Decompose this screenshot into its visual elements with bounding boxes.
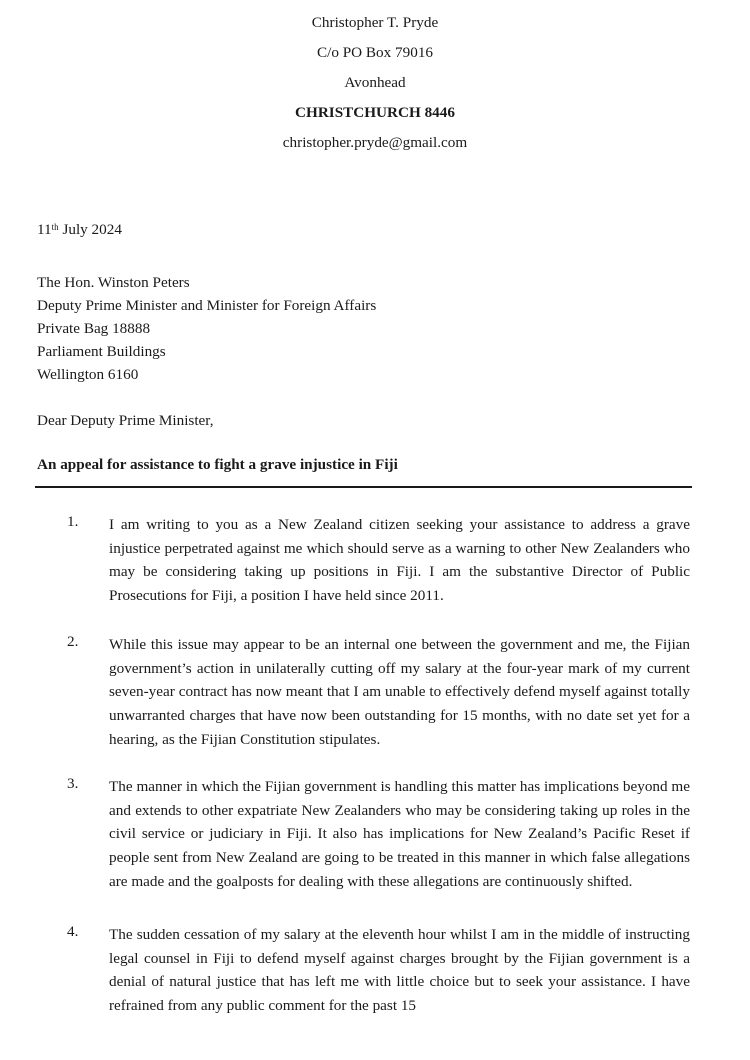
recipient-building: Parliament Buildings xyxy=(37,343,166,360)
paragraph-number: 3. xyxy=(67,775,79,792)
paragraph-text: The manner in which the Fijian government is handling this matter has implications beyond me and extends to other expatriate New Zealanders who may be considering taking up roles in the civil service or judiciary in Fiji. It also has implications for New Zealand’s Pacific Reset if people sent from New Zealand are going to be treated in this manner in which false allegations are made and the goalposts for dealing with these allegations are continuously shifted. xyxy=(109,778,690,890)
numbered-paragraph xyxy=(67,633,689,752)
date-ordinal: th xyxy=(51,222,59,232)
paragraph-text: I am writing to you as a New Zealand citizen seeking your assistance to address a grave injustice perpetrated against me which should serve as a warning to other New Zealanders who may be considering taking up positions in Fiji. I am the substantive Director of Public Prosecutions for Fiji, a position I have held since 2011. xyxy=(109,516,690,605)
sender-suburb: Avonhead xyxy=(344,74,406,91)
date-month-year: July 2024 xyxy=(58,221,122,238)
numbered-paragraph xyxy=(67,513,689,608)
numbered-paragraph xyxy=(67,775,689,894)
paragraph-number: 1. xyxy=(67,513,79,530)
sender-name: Christopher T. Pryde xyxy=(311,14,439,31)
paragraph-number: 4. xyxy=(67,923,79,940)
paragraph-text: The sudden cessation of my salary at the eleventh hour whilst I am in the middle of instructing legal counsel in Fiji to defend myself against charges brought by the Fijian government is a denial of natural justice that has left me with little choice but to seek your assistance. I have refrained from any public comment for the past 15 xyxy=(109,926,690,1015)
sender-city: CHRISTCHURCH 8446 xyxy=(295,104,455,121)
sender-email: christopher.pryde@gmail.com xyxy=(282,134,468,151)
numbered-paragraph xyxy=(67,923,689,1018)
sender-po-box: C/o PO Box 79016 xyxy=(316,44,434,61)
subject-heading: An appeal for assistance to fight a grave injustice in Fiji xyxy=(37,456,398,473)
sender-address-block xyxy=(0,8,750,158)
letter-date xyxy=(37,219,122,241)
paragraph-text: While this issue may appear to be an internal one between the government and me, the Fijian government’s action in unilaterally cutting off my salary at the four-year mark of my current seven-year contract has now meant that I am unable to effectively defend myself against totally unwarranted charges that have now been outstanding for 15 months, with no date set yet for a hearing, as the Fijian Constitution stipulates. xyxy=(109,636,690,748)
recipient-name: The Hon. Winston Peters xyxy=(37,274,190,291)
recipient-title: Deputy Prime Minister and Minister for Foreign Affairs xyxy=(37,297,377,314)
recipient-address-block xyxy=(37,271,376,386)
subject-divider xyxy=(35,486,692,488)
paragraph-number: 2. xyxy=(67,633,79,650)
date-day: 11 xyxy=(37,221,52,238)
recipient-private-bag: Private Bag 18888 xyxy=(37,320,151,337)
recipient-city: Wellington 6160 xyxy=(37,366,139,383)
salutation: Dear Deputy Prime Minister, xyxy=(37,412,214,429)
